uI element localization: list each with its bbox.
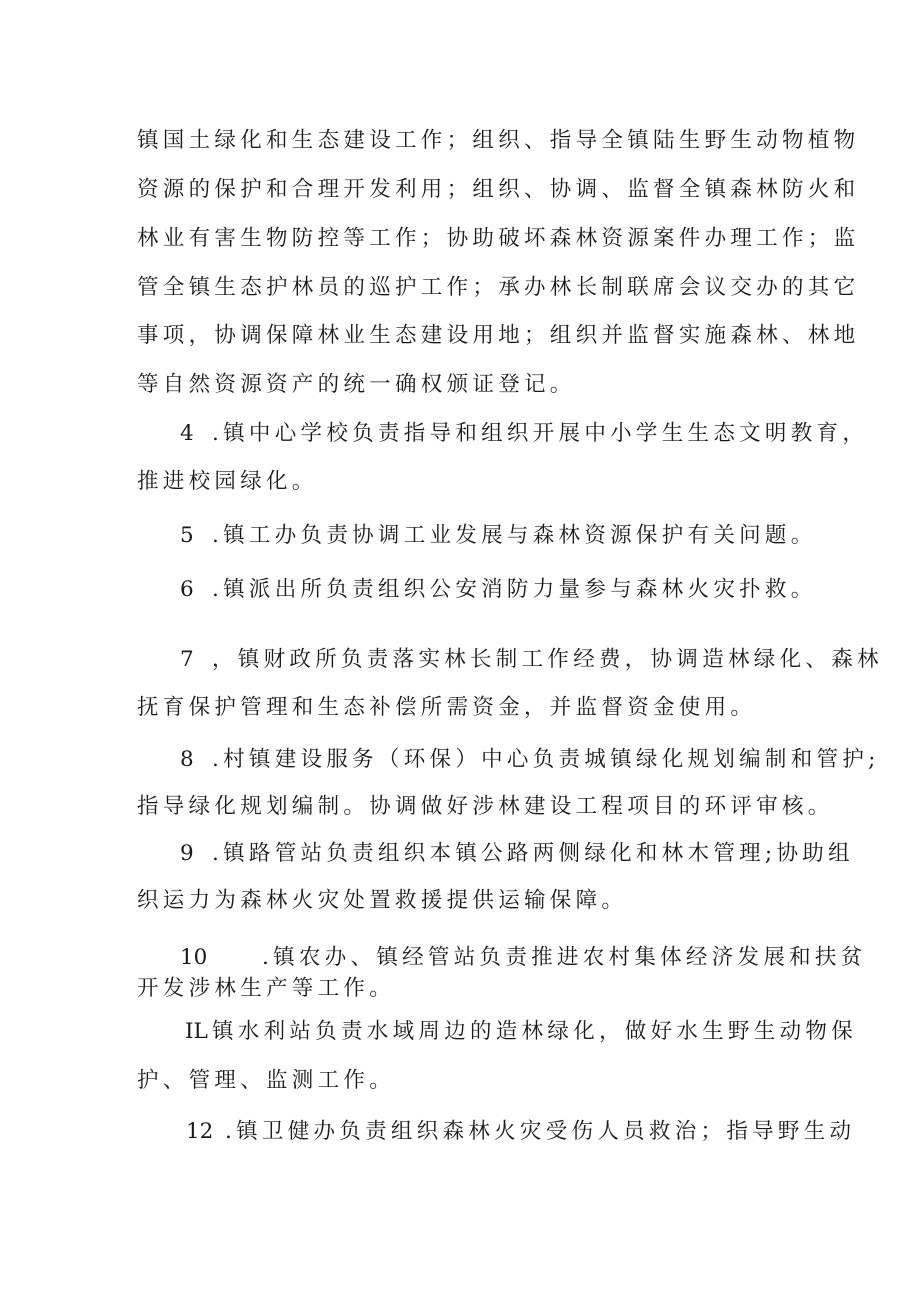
text-line <box>0 974 920 1004</box>
line-text: 事项，协调保障林业生态建设用地；组织并监督实施森林、林地 <box>137 323 860 348</box>
line-text: .镇路管站负责组织本镇公路两侧绿化和林木管理;协助组 <box>212 841 854 866</box>
item-number: 5 <box>180 523 194 548</box>
item-number: 9 <box>180 841 194 866</box>
list-item-first-line <box>0 419 920 449</box>
line-text: 管全镇生态护林员的巡护工作；承办林长制联席会议交办的其它 <box>137 275 860 300</box>
line-text: .村镇建设服务（环保）中心负责城镇绿化规划编制和管护; <box>212 747 880 772</box>
line-text: .镇卫健办负责组织森林火灾受伤人员救治；指导野生动 <box>225 1119 856 1144</box>
list-item-first-line <box>0 943 920 973</box>
line-text: ，镇财政所负责落实林长制工作经费，协调造林绿化、森林 <box>212 647 883 672</box>
line-text: .镇中心学校负责指导和组织开展中小学生生态文明教育， <box>212 421 869 446</box>
item-number: 7 <box>180 647 194 672</box>
text-line <box>0 273 920 303</box>
line-text: 指导绿化规划编制。协调做好涉林建设工程项目的环评审核。 <box>137 794 834 819</box>
list-item-first-line <box>0 1017 920 1047</box>
text-line <box>0 886 920 916</box>
text-line <box>0 126 920 156</box>
line-text: 资源的保护和合理开发利用；组织、协调、监督全镇森林防火和 <box>137 177 860 202</box>
item-number: 4 <box>180 421 194 446</box>
line-text: .镇工办负责协调工业发展与森林资源保护有关问题。 <box>212 523 817 548</box>
text-line <box>0 1066 920 1096</box>
list-item-first-line <box>0 645 920 675</box>
text-line <box>0 370 920 400</box>
text-line <box>0 175 920 205</box>
list-item-first-line <box>0 839 920 869</box>
text-line <box>0 321 920 351</box>
list-item-first-line <box>0 1117 920 1147</box>
item-number: IL <box>185 1019 208 1044</box>
line-text: .镇农办、镇经管站负责推进农村集体经济发展和扶贫 <box>262 945 867 970</box>
line-text: 等自然资源资产的统一确权颁证登记。 <box>137 372 576 397</box>
line-text: 林业有害生物防控等工作；协助破坏森林资源案件办理工作；监 <box>137 226 860 251</box>
item-number: 10 <box>180 945 208 970</box>
text-line <box>0 224 920 254</box>
item-number: 8 <box>180 747 194 772</box>
item-number: 6 <box>180 577 194 602</box>
text-line <box>0 467 920 497</box>
text-line <box>0 792 920 822</box>
list-item-first-line <box>0 521 920 551</box>
line-text: 抚育保护管理和生态补偿所需资金，并监督资金使用。 <box>137 695 757 720</box>
line-text: 护、管理、监测工作。 <box>137 1068 396 1093</box>
text-line <box>0 693 920 723</box>
line-text: 织运力为森林火灾处置救援提供运输保障。 <box>137 888 628 913</box>
line-text: .镇派出所负责组织公安消防力量参与森林火灾扑救。 <box>212 577 817 602</box>
line-text: 开发涉林生产等工作。 <box>137 976 396 1001</box>
list-item-first-line <box>0 745 920 775</box>
line-text: 推进校园绿化。 <box>137 469 318 494</box>
line-text: 镇国土绿化和生态建设工作；组织、指导全镇陆生野生动物植物 <box>137 128 860 153</box>
item-number: 12 <box>186 1119 214 1144</box>
list-item-first-line <box>0 575 920 605</box>
line-text: 镇水利站负责水域周边的造林绿化，做好水生野生动物保 <box>212 1019 858 1044</box>
